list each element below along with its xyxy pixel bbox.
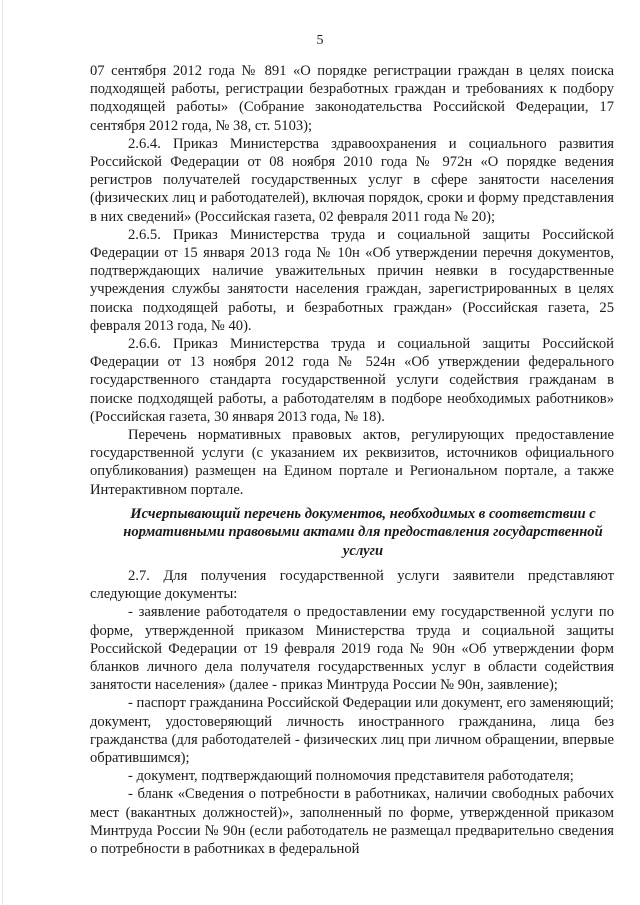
list-item-authority-document: - документ, подтверждающий полномочия представителя работодателя; xyxy=(128,768,574,785)
paragraph-continuation: 07 сентября 2012 года № 891 «О порядке регистрации граждан в целях поиска подходящей работы, регистрации безработных граждан и требованиях к подбору подходящей работы» (Собрание законодательства Российской Федерации, 17 сентября 2012 года, № 38, ст. 5103); xyxy=(90,63,614,134)
list-item-passport: - паспорт гражданина Российской Федерации или документ, его заменяющий; документ, удостоверяющий личность иностранного гражданина, лица без гражданства (для работодателей - физических лиц при личном обращении, впервые обратившимся); xyxy=(90,695,614,767)
legal-acts-list xyxy=(90,62,614,499)
scan-edge xyxy=(2,0,3,905)
paragraph-2-6-5: 2.6.5. Приказ Министерства труда и социальной защиты Российской Федерации от 15 января 2013 года № 10н «Об утверждении перечня документов, подтверждающих наличие уважительных причин неявки в государственные учреждения службы занятости населения граждан, зарегистрированных в целях поиска подходящей работы, и безработных граждан» (Российская газета, 25 февраля 2013 года, № 40). xyxy=(90,226,614,334)
paragraph-portal-note: Перечень нормативных правовых актов, регулирующих предоставление государственной услуги (с указанием их реквизитов, источников официального опубликования) размещен на Едином портале и Региональном портале, а также Интерактивном портале. xyxy=(90,427,614,498)
section-heading: Исчерпывающий перечень документов, необходимых в соответствии с нормативными правовыми актами для предоставления государственной услуги xyxy=(123,506,603,559)
paragraph-2-6-4: 2.6.4. Приказ Министерства здравоохранения и социального развития Российской Федерации от 08 ноября 2010 года № 972н «О порядке ведения регистров получателей государственных услуг в сфере занятости населения (физических лиц и работодателей), включая порядок, сроки и форму представления в них сведений» (Российская газета, 02 февраля 2011 года № 20); xyxy=(90,135,614,225)
documents-list xyxy=(90,567,614,858)
paragraph-2-6-6: 2.6.6. Приказ Министерства труда и социальной защиты Российской Федерации от 13 ноября 2012 года № 524н «Об утверждении федерального государственного стандарта государственной услуги содействия гражданам в поиске подходящей работы, а работодателям в подборе необходимых работников» (Российская газета, 30 января 2013 года, № 18). xyxy=(90,336,614,425)
list-item-vacancy-form: - бланк «Сведения о потребности в работниках, наличии свободных рабочих мест (вакантных должностей)», заполненный по форме, утвержденной приказом Минтруда России № 90н (если работодатель не размещал предварительно сведения о потребности в работниках в федеральной xyxy=(90,786,614,858)
page-number: 5 xyxy=(316,33,324,48)
list-item-application: - заявление работодателя о предоставлении ему государственной услуги по форме, утвержденной приказом Министерства труда и социальной защиты Российской Федерации от 19 февраля 2019 года № 90н «Об утверждении форм бланков личного дела получателя государственных услуг в области содействия занятости населения» (далее - приказ Минтруда России № 90н, заявление); xyxy=(90,604,614,694)
paragraph-2-7: 2.7. Для получения государственной услуги заявители представляют следующие документы: xyxy=(90,568,614,603)
